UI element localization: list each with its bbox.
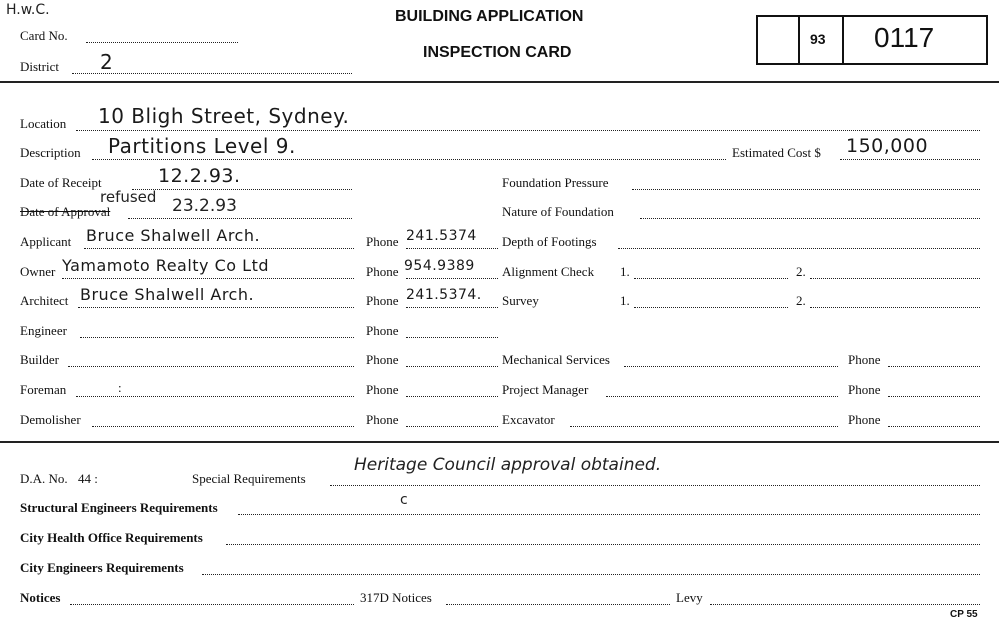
date-approval-line[interactable] [128, 218, 352, 219]
demolisher-label: Demolisher [20, 412, 81, 427]
location-label: Location [20, 116, 67, 131]
mechanical-line[interactable] [624, 366, 838, 367]
alignment-two-line[interactable] [810, 278, 980, 279]
nature-foundation-label: Nature of Foundation [502, 204, 614, 219]
project-manager-phone-label: Phone [848, 382, 881, 397]
special-req-value: Heritage Council approval obtained. [354, 455, 662, 475]
applicant-phone-label: Phone [366, 234, 399, 249]
engineer-phone-label: Phone [366, 323, 399, 338]
levy-label: Levy [676, 590, 703, 605]
architect-value: Bruce Shalwell Arch. [80, 285, 255, 304]
header-divider [0, 81, 999, 83]
notices-317d-label: 317D Notices [360, 590, 432, 605]
excavator-phone-line[interactable] [888, 426, 980, 427]
description-label: Description [20, 145, 81, 160]
foreman-phone-label: Phone [366, 382, 399, 397]
builder-line[interactable] [68, 366, 354, 367]
levy-line[interactable] [710, 604, 980, 605]
location-value: 10 Bligh Street, Sydney. [98, 104, 350, 128]
engineer-line[interactable] [80, 337, 354, 338]
mechanical-label: Mechanical Services [502, 352, 610, 367]
notices-label: Notices [20, 590, 61, 605]
structural-label: Structural Engineers Requirements [20, 500, 218, 515]
architect-phone-line[interactable] [406, 307, 498, 308]
structural-line[interactable] [238, 514, 980, 515]
district-line[interactable] [72, 73, 352, 74]
alignment-one-line[interactable] [634, 278, 788, 279]
estimated-cost-value: 150,000 [846, 135, 929, 157]
date-approval-value: 23.2.93 [172, 196, 237, 216]
owner-phone: 954.9389 [404, 258, 475, 274]
notices-line[interactable] [70, 604, 354, 605]
foreman-line[interactable] [76, 396, 354, 397]
health-label: City Health Office Requirements [20, 530, 203, 545]
foundation-pressure-label: Foundation Pressure [502, 175, 609, 190]
district-value: 2 [100, 50, 114, 74]
owner-label: Owner [20, 264, 56, 279]
special-req-line[interactable] [330, 485, 980, 486]
architect-label: Architect [20, 293, 69, 308]
project-manager-line[interactable] [606, 396, 838, 397]
alignment-two: 2. [796, 264, 806, 279]
da-no-value: 44 : [78, 471, 98, 486]
foreman-value: : [118, 380, 122, 395]
estimated-cost-label: Estimated Cost $ [732, 145, 821, 160]
applicant-label: Applicant [20, 234, 72, 249]
alignment-check-label: Alignment Check [502, 264, 595, 279]
demolisher-phone-line[interactable] [406, 426, 498, 427]
form-code: CP 55 [950, 609, 978, 620]
district-label: District [20, 59, 59, 74]
special-req-label: Special Requirements [192, 471, 306, 486]
title-line2: INSPECTION CARD [423, 44, 572, 61]
demolisher-line[interactable] [92, 426, 354, 427]
date-receipt-value: 12.2.93. [158, 165, 241, 187]
card-number-box [756, 15, 988, 65]
nature-foundation-line[interactable] [640, 218, 980, 219]
architect-phone: 241.5374. [406, 287, 482, 303]
date-receipt-line[interactable] [132, 189, 352, 190]
notices-317d-line[interactable] [446, 604, 670, 605]
builder-phone-label: Phone [366, 352, 399, 367]
title-line1: BUILDING APPLICATION [395, 8, 584, 25]
card-no-line[interactable] [86, 42, 238, 43]
applicant-line[interactable] [84, 248, 354, 249]
builder-label: Builder [20, 352, 59, 367]
mechanical-phone-label: Phone [848, 352, 881, 367]
project-manager-phone-line[interactable] [888, 396, 980, 397]
alignment-one: 1. [620, 264, 630, 279]
refused-note: refused [100, 188, 157, 206]
architect-phone-label: Phone [366, 293, 399, 308]
owner-line[interactable] [62, 278, 354, 279]
survey-label: Survey [502, 293, 539, 308]
excavator-label: Excavator [502, 412, 555, 427]
applicant-phone-line[interactable] [406, 248, 498, 249]
mechanical-phone-line[interactable] [888, 366, 980, 367]
engineer-phone-line[interactable] [406, 337, 498, 338]
middle-divider [0, 441, 999, 443]
date-receipt-label: Date of Receipt [20, 175, 102, 190]
city-eng-line[interactable] [202, 574, 980, 575]
demolisher-phone-label: Phone [366, 412, 399, 427]
description-line[interactable] [92, 159, 726, 160]
depth-footings-label: Depth of Footings [502, 234, 597, 249]
architect-line[interactable] [78, 307, 354, 308]
location-line[interactable] [76, 130, 980, 131]
survey-one-line[interactable] [634, 307, 788, 308]
builder-phone-line[interactable] [406, 366, 498, 367]
applicant-value: Bruce Shalwell Arch. [86, 226, 261, 245]
estimated-cost-line[interactable] [840, 159, 980, 160]
foreman-label: Foreman [20, 382, 67, 397]
description-value: Partitions Level 9. [108, 134, 296, 158]
box-number: 0117 [874, 22, 935, 53]
excavator-line[interactable] [570, 426, 838, 427]
applicant-phone: 241.5374 [406, 228, 477, 244]
project-manager-label: Project Manager [502, 382, 589, 397]
structural-mark: c [400, 492, 408, 508]
excavator-phone-label: Phone [848, 412, 881, 427]
survey-one: 1. [620, 293, 630, 308]
health-line[interactable] [226, 544, 980, 545]
foreman-phone-line[interactable] [406, 396, 498, 397]
depth-footings-line[interactable] [618, 248, 980, 249]
engineer-label: Engineer [20, 323, 67, 338]
owner-phone-label: Phone [366, 264, 399, 279]
date-approval-label: Date of Approval [20, 204, 111, 219]
box-prefix: 93 [810, 31, 826, 47]
survey-two-line[interactable] [810, 307, 980, 308]
survey-two: 2. [796, 293, 806, 308]
owner-phone-line[interactable] [406, 278, 498, 279]
da-no-label: D.A. No. [20, 471, 68, 486]
city-eng-label: City Engineers Requirements [20, 560, 184, 575]
owner-value: Yamamoto Realty Co Ltd [62, 256, 269, 275]
foundation-pressure-line[interactable] [632, 189, 980, 190]
hwc-note: H.w.C. [6, 2, 50, 18]
card-no-label: Card No. [20, 28, 68, 43]
